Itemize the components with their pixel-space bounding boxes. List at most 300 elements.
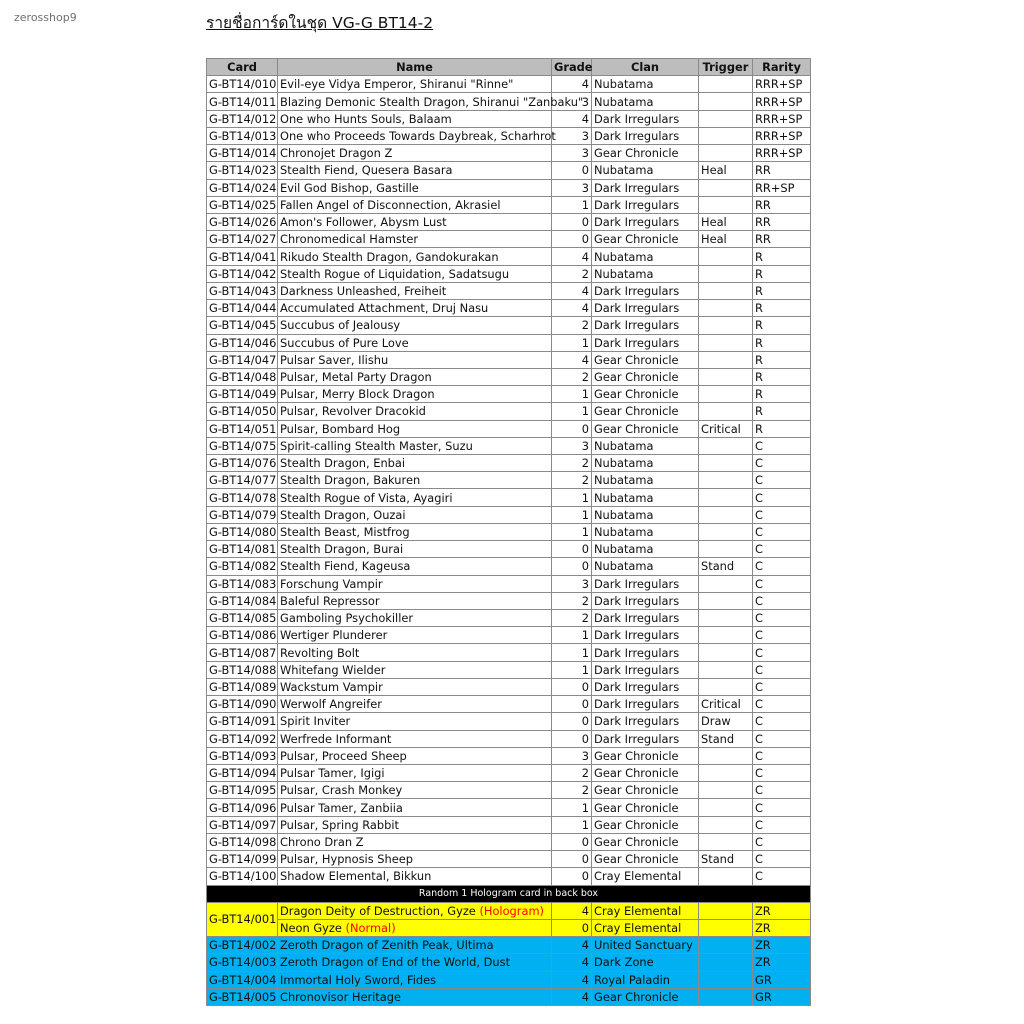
cell-clan: Dark Irregulars — [592, 282, 699, 299]
cell-name — [278, 919, 552, 936]
cell-trigger — [699, 403, 753, 420]
table-row — [207, 196, 811, 213]
cell-clan: Cray Elemental — [592, 919, 699, 936]
cell-rarity: C — [753, 799, 811, 816]
cell-name: Pulsar, Proceed Sheep — [278, 747, 552, 764]
cell-grade: 0 — [552, 678, 592, 695]
cell-grade: 2 — [552, 592, 592, 609]
column-header-trigger: Trigger — [699, 59, 753, 76]
cell-rarity: C — [753, 678, 811, 695]
cell-grade: 1 — [552, 644, 592, 661]
cell-grade: 2 — [552, 368, 592, 385]
cell-rarity: C — [753, 506, 811, 523]
cell-clan: Gear Chronicle — [592, 368, 699, 385]
cell-rarity: RR — [753, 231, 811, 248]
table-row — [207, 386, 811, 403]
highlight-row-blue — [207, 954, 811, 971]
cell-clan: Gear Chronicle — [592, 386, 699, 403]
cell-trigger — [699, 93, 753, 110]
cell-trigger — [699, 300, 753, 317]
cell-rarity: GR — [753, 971, 811, 988]
table-header-row — [207, 59, 811, 76]
cell-card: G-BT14/002 — [207, 937, 278, 954]
cell-rarity: GR — [753, 988, 811, 1005]
cell-clan: Gear Chronicle — [592, 988, 699, 1005]
cell-card: G-BT14/091 — [207, 713, 278, 730]
cell-name: Werfrede Informant — [278, 730, 552, 747]
cell-name — [278, 902, 552, 919]
cell-trigger: Draw — [699, 713, 753, 730]
cell-card: G-BT14/092 — [207, 730, 278, 747]
cell-grade: 4 — [552, 282, 592, 299]
cell-rarity: R — [753, 334, 811, 351]
cell-name: Stealth Dragon, Enbai — [278, 455, 552, 472]
table-row — [207, 213, 811, 230]
cell-clan: Cray Elemental — [592, 868, 699, 885]
cell-trigger — [699, 644, 753, 661]
table-row — [207, 523, 811, 540]
cell-clan: Royal Paladin — [592, 971, 699, 988]
cell-clan: Gear Chronicle — [592, 420, 699, 437]
cell-card: G-BT14/014 — [207, 145, 278, 162]
column-header-rarity: Rarity — [753, 59, 811, 76]
cell-card: G-BT14/076 — [207, 455, 278, 472]
cell-trigger — [699, 902, 753, 919]
cell-grade: 3 — [552, 437, 592, 454]
cell-clan: Dark Irregulars — [592, 713, 699, 730]
cell-card: G-BT14/012 — [207, 110, 278, 127]
cell-clan: Dark Zone — [592, 954, 699, 971]
cell-card: G-BT14/075 — [207, 437, 278, 454]
cell-rarity: C — [753, 696, 811, 713]
cell-grade: 1 — [552, 334, 592, 351]
cell-rarity: C — [753, 541, 811, 558]
cell-name: Stealth Fiend, Quesera Basara — [278, 162, 552, 179]
table-row — [207, 403, 811, 420]
table-row — [207, 162, 811, 179]
cell-trigger — [699, 610, 753, 627]
cell-name: Stealth Rogue of Liquidation, Sadatsugu — [278, 265, 552, 282]
table-row — [207, 179, 811, 196]
cell-card: G-BT14/001 — [207, 902, 278, 936]
table-row — [207, 816, 811, 833]
cell-clan: Gear Chronicle — [592, 764, 699, 781]
table-row — [207, 541, 811, 558]
cell-trigger — [699, 575, 753, 592]
cell-trigger — [699, 937, 753, 954]
cell-grade: 3 — [552, 179, 592, 196]
cell-trigger — [699, 76, 753, 93]
cell-clan: Nubatama — [592, 489, 699, 506]
cell-rarity: R — [753, 300, 811, 317]
cell-clan: Gear Chronicle — [592, 403, 699, 420]
cell-clan: Nubatama — [592, 162, 699, 179]
table-row — [207, 575, 811, 592]
table-row — [207, 455, 811, 472]
card-name-text: Neon Gyze — [280, 921, 342, 936]
cell-trigger — [699, 971, 753, 988]
cell-grade: 0 — [552, 833, 592, 850]
cell-rarity: RRR+SP — [753, 93, 811, 110]
cell-clan: Dark Irregulars — [592, 644, 699, 661]
cell-card: G-BT14/100 — [207, 868, 278, 885]
cell-clan: Gear Chronicle — [592, 351, 699, 368]
cell-grade: 1 — [552, 386, 592, 403]
cell-card: G-BT14/099 — [207, 851, 278, 868]
cell-trigger — [699, 317, 753, 334]
cell-name: Pulsar, Crash Monkey — [278, 782, 552, 799]
cell-grade: 2 — [552, 455, 592, 472]
cell-card: G-BT14/094 — [207, 764, 278, 781]
cell-clan: Dark Irregulars — [592, 110, 699, 127]
highlight-row-blue — [207, 971, 811, 988]
table-row — [207, 678, 811, 695]
cell-rarity: C — [753, 472, 811, 489]
cell-trigger: Heal — [699, 162, 753, 179]
cell-card: G-BT14/042 — [207, 265, 278, 282]
table-row — [207, 782, 811, 799]
cell-grade: 1 — [552, 627, 592, 644]
cell-grade: 3 — [552, 575, 592, 592]
cell-grade: 1 — [552, 799, 592, 816]
cell-rarity: RRR+SP — [753, 110, 811, 127]
cell-grade: 4 — [552, 902, 592, 919]
cell-name: Forschung Vampir — [278, 575, 552, 592]
cell-clan: Dark Irregulars — [592, 610, 699, 627]
cell-card: G-BT14/011 — [207, 93, 278, 110]
cell-name: Evil God Bishop, Gastille — [278, 179, 552, 196]
cell-rarity: C — [753, 610, 811, 627]
cell-grade: 2 — [552, 764, 592, 781]
highlight-row-yellow — [207, 919, 811, 936]
cell-card: G-BT14/027 — [207, 231, 278, 248]
cell-name: Stealth Dragon, Bakuren — [278, 472, 552, 489]
cell-rarity: RR — [753, 196, 811, 213]
cell-grade: 2 — [552, 265, 592, 282]
cell-name: Stealth Dragon, Ouzai — [278, 506, 552, 523]
cell-grade: 3 — [552, 145, 592, 162]
cell-name: One who Proceeds Towards Daybreak, Scharhrot — [278, 127, 552, 144]
cell-rarity: C — [753, 455, 811, 472]
table-row — [207, 282, 811, 299]
cell-trigger — [699, 541, 753, 558]
cell-trigger — [699, 627, 753, 644]
cell-clan: Nubatama — [592, 523, 699, 540]
cell-rarity: RR — [753, 213, 811, 230]
cell-card: G-BT14/043 — [207, 282, 278, 299]
cell-card: G-BT14/087 — [207, 644, 278, 661]
cell-card: G-BT14/078 — [207, 489, 278, 506]
card-name-text: Dragon Deity of Destruction, Gyze — [280, 903, 476, 918]
table-row — [207, 300, 811, 317]
cell-trigger: Critical — [699, 420, 753, 437]
cell-trigger — [699, 368, 753, 385]
cell-clan: United Sanctuary — [592, 937, 699, 954]
cell-trigger — [699, 868, 753, 885]
cell-name: Wertiger Plunderer — [278, 627, 552, 644]
cell-grade: 0 — [552, 696, 592, 713]
cell-grade: 4 — [552, 76, 592, 93]
cell-name: Zeroth Dragon of Zenith Peak, Ultima — [278, 937, 552, 954]
column-header-grade: Grade — [552, 59, 592, 76]
table-row — [207, 868, 811, 885]
cell-clan: Dark Irregulars — [592, 127, 699, 144]
cell-rarity: R — [753, 351, 811, 368]
cell-name: Immortal Holy Sword, Fides — [278, 971, 552, 988]
cell-rarity: C — [753, 764, 811, 781]
table-row — [207, 127, 811, 144]
cell-name: Darkness Unleashed, Freiheit — [278, 282, 552, 299]
cell-rarity: ZR — [753, 919, 811, 936]
cell-clan: Dark Irregulars — [592, 575, 699, 592]
cell-trigger: Critical — [699, 696, 753, 713]
table-row — [207, 592, 811, 609]
cell-name: Pulsar, Bombard Hog — [278, 420, 552, 437]
cell-rarity: C — [753, 523, 811, 540]
cell-grade: 1 — [552, 816, 592, 833]
cell-name: Blazing Demonic Stealth Dragon, Shiranui "Zanbaku" — [278, 93, 552, 110]
cell-card: G-BT14/098 — [207, 833, 278, 850]
cell-card: G-BT14/049 — [207, 386, 278, 403]
cell-trigger — [699, 110, 753, 127]
cell-grade: 1 — [552, 489, 592, 506]
cell-clan: Dark Irregulars — [592, 179, 699, 196]
cell-clan: Dark Irregulars — [592, 213, 699, 230]
cell-trigger: Stand — [699, 558, 753, 575]
cell-clan: Gear Chronicle — [592, 799, 699, 816]
cell-clan: Dark Irregulars — [592, 696, 699, 713]
cell-name: Spirit Inviter — [278, 713, 552, 730]
cell-clan: Gear Chronicle — [592, 747, 699, 764]
cell-rarity: R — [753, 403, 811, 420]
cell-name: Rikudo Stealth Dragon, Gandokurakan — [278, 248, 552, 265]
cell-name: One who Hunts Souls, Balaam — [278, 110, 552, 127]
cell-card: G-BT14/004 — [207, 971, 278, 988]
cell-trigger — [699, 127, 753, 144]
cell-card: G-BT14/010 — [207, 76, 278, 93]
cell-name: Chronovisor Heritage — [278, 988, 552, 1005]
highlight-row-blue — [207, 937, 811, 954]
column-header-name: Name — [278, 59, 552, 76]
cell-card: G-BT14/045 — [207, 317, 278, 334]
cell-rarity: R — [753, 386, 811, 403]
cell-clan: Dark Irregulars — [592, 196, 699, 213]
column-header-card: Card — [207, 59, 278, 76]
cell-name: Pulsar, Revolver Dracokid — [278, 403, 552, 420]
cell-grade: 0 — [552, 730, 592, 747]
cell-clan: Dark Irregulars — [592, 627, 699, 644]
cell-card: G-BT14/044 — [207, 300, 278, 317]
cell-grade: 1 — [552, 523, 592, 540]
version-note: (Normal) — [345, 921, 396, 936]
cell-rarity: C — [753, 627, 811, 644]
cell-clan: Gear Chronicle — [592, 851, 699, 868]
cell-rarity: ZR — [753, 902, 811, 919]
cell-grade: 2 — [552, 317, 592, 334]
cell-clan: Nubatama — [592, 248, 699, 265]
version-note: (Hologram) — [479, 903, 544, 918]
table-row — [207, 248, 811, 265]
card-list-table — [206, 58, 811, 1006]
cell-grade: 0 — [552, 851, 592, 868]
cell-name: Evil-eye Vidya Emperor, Shiranui "Rinne" — [278, 76, 552, 93]
cell-name: Chronomedical Hamster — [278, 231, 552, 248]
highlight-row-yellow — [207, 902, 811, 919]
cell-name: Chronojet Dragon Z — [278, 145, 552, 162]
cell-trigger: Stand — [699, 730, 753, 747]
cell-rarity: C — [753, 592, 811, 609]
cell-name: Amon's Follower, Abysm Lust — [278, 213, 552, 230]
cell-clan: Dark Irregulars — [592, 592, 699, 609]
cell-grade: 4 — [552, 110, 592, 127]
table-row — [207, 627, 811, 644]
cell-card: G-BT14/025 — [207, 196, 278, 213]
cell-rarity: C — [753, 437, 811, 454]
cell-card: G-BT14/088 — [207, 661, 278, 678]
cell-name: Pulsar, Hypnosis Sheep — [278, 851, 552, 868]
table-row — [207, 93, 811, 110]
cell-card: G-BT14/083 — [207, 575, 278, 592]
cell-rarity: C — [753, 851, 811, 868]
cell-trigger — [699, 523, 753, 540]
hologram-banner-row — [207, 885, 811, 902]
cell-rarity: C — [753, 730, 811, 747]
cell-clan: Gear Chronicle — [592, 833, 699, 850]
cell-name: Pulsar Saver, Ilishu — [278, 351, 552, 368]
table-row — [207, 265, 811, 282]
cell-grade: 4 — [552, 954, 592, 971]
cell-grade: 0 — [552, 162, 592, 179]
cell-trigger — [699, 799, 753, 816]
cell-rarity: RRR+SP — [753, 127, 811, 144]
cell-rarity: R — [753, 420, 811, 437]
cell-name: Revolting Bolt — [278, 644, 552, 661]
cell-clan: Dark Irregulars — [592, 730, 699, 747]
cell-card: G-BT14/024 — [207, 179, 278, 196]
cell-card: G-BT14/084 — [207, 592, 278, 609]
cell-rarity: R — [753, 265, 811, 282]
cell-clan: Cray Elemental — [592, 902, 699, 919]
table-row — [207, 764, 811, 781]
cell-rarity: C — [753, 575, 811, 592]
hologram-banner: Random 1 Hologram card in back box — [207, 885, 811, 902]
watermark: zerosshop9 — [14, 11, 77, 24]
cell-clan: Dark Irregulars — [592, 678, 699, 695]
cell-card: G-BT14/023 — [207, 162, 278, 179]
cell-trigger — [699, 988, 753, 1005]
table-row — [207, 558, 811, 575]
cell-card: G-BT14/077 — [207, 472, 278, 489]
cell-card: G-BT14/079 — [207, 506, 278, 523]
cell-grade: 0 — [552, 213, 592, 230]
table-row — [207, 145, 811, 162]
cell-name: Wackstum Vampir — [278, 678, 552, 695]
cell-grade: 4 — [552, 937, 592, 954]
cell-card: G-BT14/048 — [207, 368, 278, 385]
cell-trigger — [699, 196, 753, 213]
cell-rarity: ZR — [753, 954, 811, 971]
cell-rarity: C — [753, 644, 811, 661]
cell-grade: 2 — [552, 472, 592, 489]
table-row — [207, 851, 811, 868]
cell-grade: 4 — [552, 971, 592, 988]
cell-card: G-BT14/041 — [207, 248, 278, 265]
table-row — [207, 420, 811, 437]
table-row — [207, 317, 811, 334]
cell-card: G-BT14/026 — [207, 213, 278, 230]
cell-name: Whitefang Wielder — [278, 661, 552, 678]
cell-rarity: C — [753, 833, 811, 850]
cell-trigger — [699, 455, 753, 472]
cell-card: G-BT14/089 — [207, 678, 278, 695]
cell-name: Spirit-calling Stealth Master, Suzu — [278, 437, 552, 454]
cell-name: Stealth Rogue of Vista, Ayagiri — [278, 489, 552, 506]
table-row — [207, 368, 811, 385]
cell-card: G-BT14/086 — [207, 627, 278, 644]
cell-rarity: C — [753, 747, 811, 764]
cell-card: G-BT14/096 — [207, 799, 278, 816]
cell-name: Stealth Fiend, Kageusa — [278, 558, 552, 575]
cell-trigger — [699, 747, 753, 764]
column-header-clan: Clan — [592, 59, 699, 76]
cell-grade: 0 — [552, 231, 592, 248]
table-row — [207, 351, 811, 368]
cell-rarity: RRR+SP — [753, 76, 811, 93]
table-row — [207, 472, 811, 489]
highlight-row-blue — [207, 988, 811, 1005]
cell-trigger — [699, 764, 753, 781]
cell-grade: 1 — [552, 403, 592, 420]
cell-card: G-BT14/046 — [207, 334, 278, 351]
cell-name: Chrono Dran Z — [278, 833, 552, 850]
cell-rarity: C — [753, 558, 811, 575]
cell-card: G-BT14/050 — [207, 403, 278, 420]
table-row — [207, 644, 811, 661]
cell-name: Succubus of Pure Love — [278, 334, 552, 351]
table-row — [207, 747, 811, 764]
cell-name: Gamboling Psychokiller — [278, 610, 552, 627]
cell-clan: Gear Chronicle — [592, 782, 699, 799]
cell-trigger — [699, 489, 753, 506]
cell-trigger — [699, 386, 753, 403]
table-row — [207, 713, 811, 730]
cell-rarity: ZR — [753, 937, 811, 954]
cell-grade: 0 — [552, 541, 592, 558]
cell-rarity: C — [753, 816, 811, 833]
cell-grade: 0 — [552, 420, 592, 437]
cell-clan: Nubatama — [592, 93, 699, 110]
cell-name: Accumulated Attachment, Druj Nasu — [278, 300, 552, 317]
cell-card: G-BT14/090 — [207, 696, 278, 713]
cell-card: G-BT14/003 — [207, 954, 278, 971]
cell-clan: Nubatama — [592, 265, 699, 282]
table-row — [207, 437, 811, 454]
cell-trigger — [699, 145, 753, 162]
cell-clan: Nubatama — [592, 455, 699, 472]
cell-grade: 4 — [552, 988, 592, 1005]
table-row — [207, 833, 811, 850]
cell-clan: Dark Irregulars — [592, 317, 699, 334]
cell-name: Pulsar Tamer, Zanbiia — [278, 799, 552, 816]
table-row — [207, 334, 811, 351]
cell-card: G-BT14/051 — [207, 420, 278, 437]
cell-card: G-BT14/095 — [207, 782, 278, 799]
cell-rarity: R — [753, 368, 811, 385]
cell-name: Stealth Beast, Mistfrog — [278, 523, 552, 540]
cell-card: G-BT14/013 — [207, 127, 278, 144]
cell-grade: 1 — [552, 506, 592, 523]
cell-name: Zeroth Dragon of End of the World, Dust — [278, 954, 552, 971]
